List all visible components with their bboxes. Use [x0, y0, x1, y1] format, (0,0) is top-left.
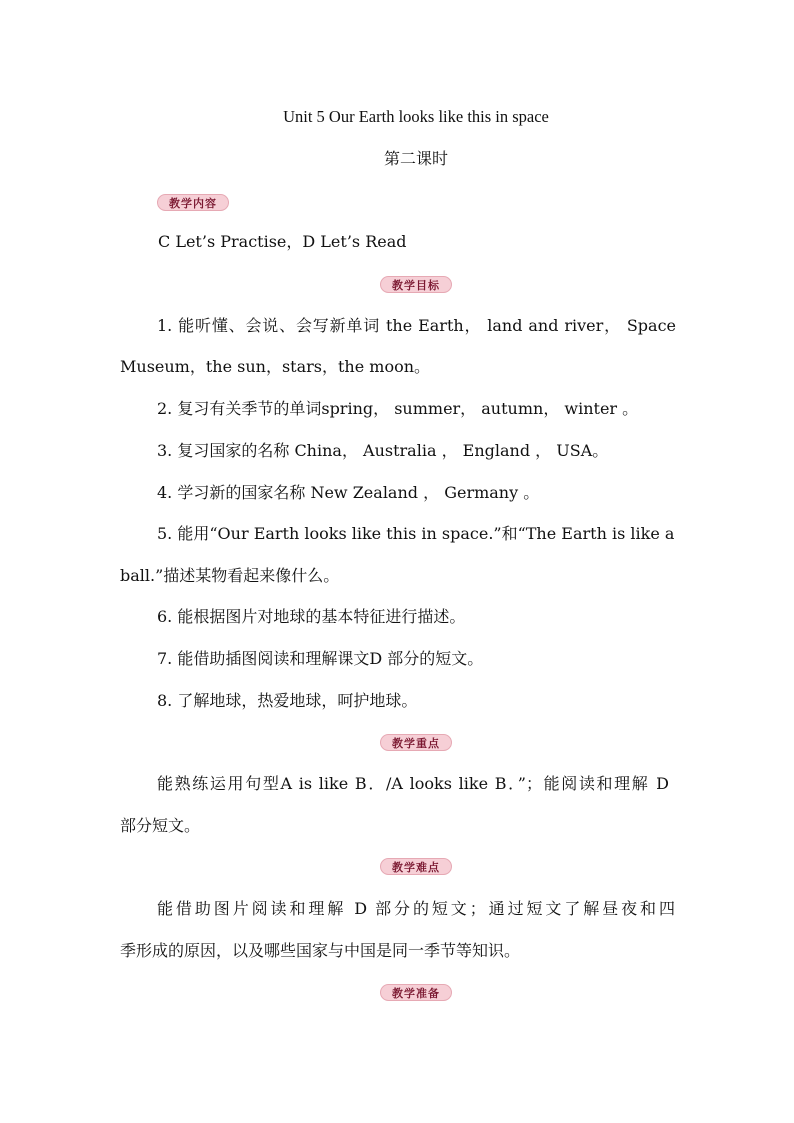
section-badge-key-points: 教学重点 [380, 734, 452, 751]
section-badge-goals: 教学目标 [380, 276, 452, 293]
difficult-points-line-1: 能借助图片阅读和理解 D 部分的短文；通过短文了解昼夜和四 [157, 899, 675, 918]
goal-3: 3. 复习国家的名称 China， Australia ， England ， USA。 [157, 441, 609, 460]
goal-5-line-2: ball.”描述某物看起来像什么。 [120, 566, 340, 585]
section-badge-content: 教学内容 [157, 194, 229, 211]
lesson-subtitle: 第二课时 [383, 149, 448, 168]
goal-1-line-2: Museum，the sun，stars，the moon。 [120, 357, 431, 376]
goal-4: 4. 学习新的国家名称 New Zealand ， Germany 。 [157, 483, 540, 502]
goal-6: 6. 能根据图片对地球的基本特征进行描述。 [157, 607, 466, 626]
goal-1-line-1: 1. 能听懂、会说、会写新单词 the Earth， land and river， Space [157, 316, 676, 335]
document-title: Unit 5 Our Earth looks like this in space [283, 107, 549, 126]
section-badge-preparation: 教学准备 [380, 984, 452, 1001]
key-points-line-2: 部分短文。 [120, 816, 201, 835]
section-badge-difficult-points: 教学难点 [380, 858, 452, 875]
content-text: C Let’s Practise，D Let’s Read [158, 232, 407, 251]
goal-8: 8. 了解地球，热爱地球，呵护地球。 [157, 691, 418, 710]
goal-7: 7. 能借助插图阅读和理解课文D 部分的短文。 [157, 649, 484, 668]
key-points-line-1: 能熟练运用句型A is like B．/A looks like B．”；能阅读和理解 D [157, 774, 669, 793]
difficult-points-line-2: 季形成的原因，以及哪些国家与中国是同一季节等知识。 [120, 941, 521, 960]
goal-5-line-1: 5. 能用“Our Earth looks like this in space.”和“The Earth is like a [157, 524, 675, 543]
goal-2: 2. 复习有关季节的单词spring， summer， autumn， winter 。 [157, 399, 639, 418]
